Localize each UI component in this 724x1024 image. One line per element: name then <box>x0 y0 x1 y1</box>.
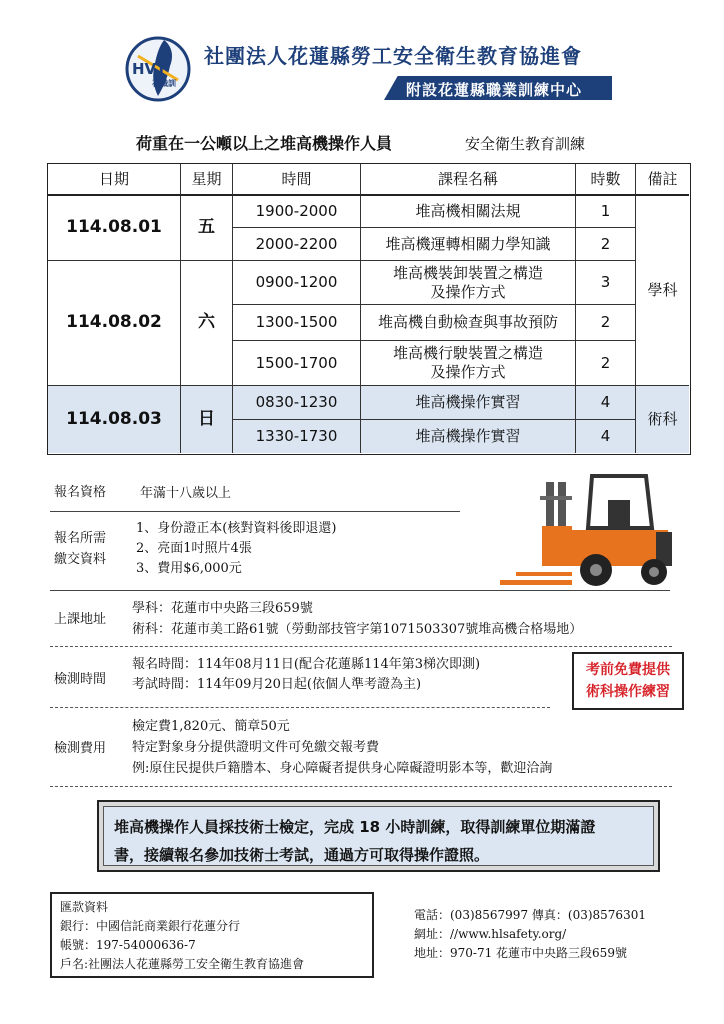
exam-fee-line-3: 例:原住民提供戶籍謄本、身心障礙者提供身心障礙證明影本等，歡迎洽詢 <box>132 761 553 776</box>
divider <box>50 511 460 512</box>
header-date: 日期 <box>48 164 181 196</box>
documents-item-1: 1、身份證正本(核對資料後即退還) <box>136 521 337 536</box>
row6-time: 0830-1230 <box>233 386 361 420</box>
documents-item-3: 3、費用$6,000元 <box>136 561 242 576</box>
exam-time-label: 檢測時間 <box>54 672 107 687</box>
exam-fee-line-1: 檢定費1,820元、簡章50元 <box>132 719 290 734</box>
row1-hours: 1 <box>576 196 636 228</box>
row3-hours: 3 <box>576 261 636 305</box>
row7-time: 1330-1730 <box>233 420 361 453</box>
header-hours: 時數 <box>576 164 636 196</box>
certification-notice <box>97 800 660 872</box>
contact-website[interactable]: 網址：//www.hlsafety.org/ <box>414 927 567 941</box>
row3-time: 0900-1200 <box>233 261 361 305</box>
remark-theory: 學科 <box>636 196 689 386</box>
date-day2: 114.08.02 <box>48 261 181 386</box>
remark-practice: 術科 <box>636 386 689 453</box>
bank-holder: 戶名:社團法人花蓮縣勞工安全衛生教育協進會 <box>60 957 305 971</box>
row6-hours: 4 <box>576 386 636 420</box>
row5-hours: 2 <box>576 341 636 386</box>
weekday-day3: 日 <box>181 386 233 453</box>
weekday-day1: 五 <box>181 196 233 261</box>
free-practice-line-2: 術科操作練習 <box>586 684 670 700</box>
header-weekday: 星期 <box>181 164 233 196</box>
free-practice-box <box>572 652 684 710</box>
exam-fee-label: 檢測費用 <box>54 741 107 756</box>
row1-course: 堆高機相關法規 <box>361 196 576 228</box>
free-practice-line-1: 考前免費提供 <box>586 662 670 678</box>
row2-course: 堆高機運轉相關力學知識 <box>361 228 576 261</box>
address-practice: 術科：花蓮市美工路61號（勞動部技管字第1071503307號堆高機合格場地） <box>132 622 583 637</box>
documents-label-1: 報名所需 <box>54 531 107 546</box>
row4-course: 堆高機自動檢查與事故預防 <box>361 305 576 341</box>
row7-hours: 4 <box>576 420 636 453</box>
row2-hours: 2 <box>576 228 636 261</box>
header-course: 課程名稱 <box>361 164 576 196</box>
bank-name: 銀行：中國信託商業銀行花蓮分行 <box>60 919 241 933</box>
notice-line-1: 堆高機操作人員採技術士檢定，完成 18 小時訓練，取得訓練單位期滿證 <box>114 818 596 836</box>
logo-text: HVT <box>132 60 167 78</box>
documents-item-2: 2、亮面1吋照片4張 <box>136 541 252 556</box>
row2-time: 2000-2200 <box>233 228 361 261</box>
notice-line-2: 書，接續報名參加技術士考試，通過方可取得操作證照。 <box>114 846 490 864</box>
bank-title: 匯款資料 <box>60 900 109 914</box>
row5-course: 堆高機行駛裝置之構造 及操作方式 <box>361 341 576 386</box>
forklift-image <box>496 466 678 592</box>
documents-label-2: 繳交資料 <box>54 552 107 567</box>
contact-phone: 電話：(03)8567997 傳真：(03)8576301 <box>414 908 646 922</box>
address-theory: 學科：花蓮市中央路三段659號 <box>132 601 313 616</box>
org-name: 社團法人花蓮縣勞工安全衛生教育協進會 <box>204 44 582 68</box>
row1-time: 1900-2000 <box>233 196 361 228</box>
row3-course: 堆高機裝卸裝置之構造 及操作方式 <box>361 261 576 305</box>
logo-subtext: 花職訓 <box>152 79 176 88</box>
row5-time: 1500-1700 <box>233 341 361 386</box>
row4-time: 1300-1500 <box>233 305 361 341</box>
sub-org-banner <box>384 76 612 100</box>
contact-address: 地址：970-71 花蓮市中央路三段659號 <box>414 946 627 960</box>
divider <box>50 707 550 708</box>
row6-course: 堆高機操作實習 <box>361 386 576 420</box>
weekday-day2: 六 <box>181 261 233 386</box>
divider <box>50 646 672 647</box>
contact-info <box>414 906 646 963</box>
row7-course: 堆高機操作實習 <box>361 420 576 453</box>
date-day3: 114.08.03 <box>48 386 181 453</box>
row4-hours: 2 <box>576 305 636 341</box>
eligibility-label: 報名資格 <box>54 485 107 500</box>
bank-account: 帳號：197-54000636-7 <box>60 938 196 952</box>
course-title: 荷重在一公噸以上之堆高機操作人員 <box>136 134 393 153</box>
address-label: 上課地址 <box>54 612 107 627</box>
course-subtitle: 安全衛生教育訓練 <box>465 135 586 153</box>
sub-org-name: 附設花蓮縣職業訓練中心 <box>406 81 583 99</box>
date-day1: 114.08.01 <box>48 196 181 261</box>
bank-info-box <box>50 892 374 978</box>
exam-date: 考試時間：114年09月20日起(依個人準考證為主) <box>132 677 422 692</box>
header-time: 時間 <box>233 164 361 196</box>
eligibility-value: 年滿十八歲以上 <box>140 486 232 501</box>
schedule-table <box>47 163 691 455</box>
org-logo <box>124 36 192 102</box>
exam-registration-time: 報名時間：114年08月11日(配合花蓮縣114年第3梯次即測) <box>132 657 481 672</box>
exam-fee-line-2: 特定對象身分提供證明文件可免繳交報考費 <box>132 740 380 755</box>
divider <box>50 786 672 787</box>
header-remark: 備註 <box>636 164 689 196</box>
